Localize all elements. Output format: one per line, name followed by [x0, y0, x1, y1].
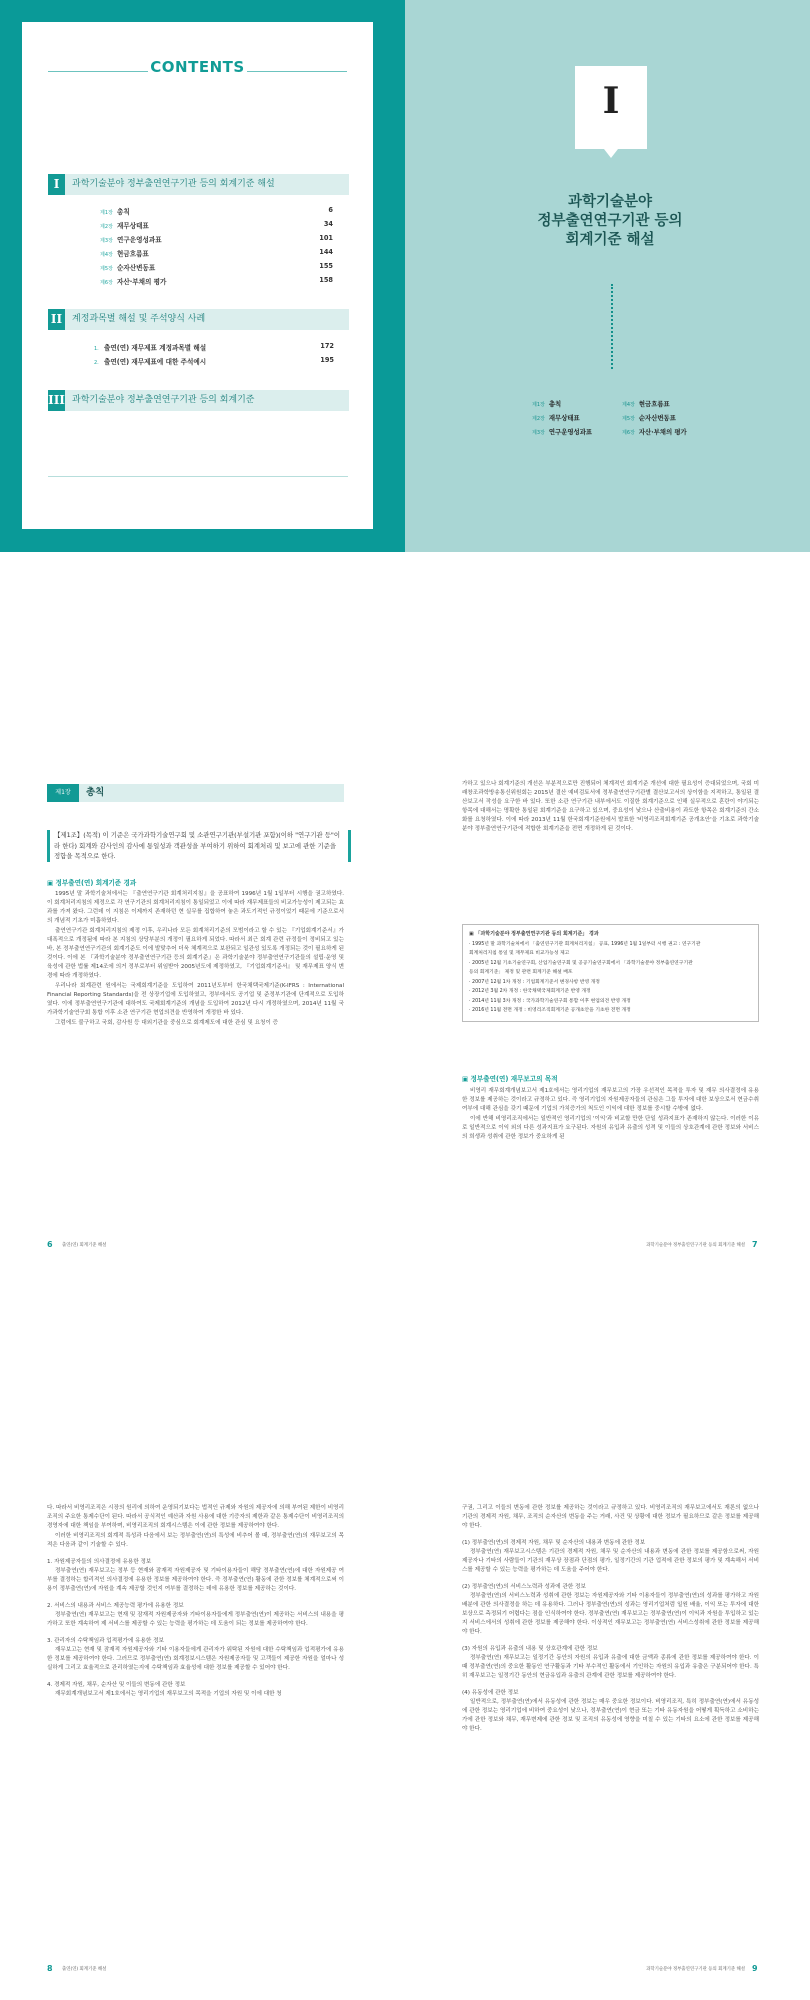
chapter-title: 순자산변동표: [638, 414, 676, 422]
part-3-numeral: III: [48, 390, 65, 411]
left-column: [47, 1504, 344, 1699]
cover-chapter-item[interactable]: [532, 413, 580, 422]
right-column: [462, 780, 759, 834]
numeral-box-pointer: [604, 149, 618, 158]
chapter-title: 총칙: [86, 787, 105, 798]
chapter-number: 제2장: [100, 224, 113, 230]
cover-chapter-item[interactable]: [532, 427, 592, 436]
history-line: · 1995년 말 과학기술처에서 「출연연구기관 회계처리지침」 공표, 1996년 1월 1일부터 시행 권고 : 연구기관: [469, 941, 701, 947]
paragraph: 다. 따라서 비영리조직은 시장의 원리에 의하여 운영되기보다는 법적인 규제와 자원의 제공자에 의해 부여된 제한이 비영리조직의 주요한 통제수단이 된다. 따라서 공식적인 예산과 자원 사용에 대한 기증자의 제한과 같은 통제수단이 비영리조직의 경영자에 대한 책임을 부여하며, 비영리조직의 회계시스템은 이에 관한 정보를 제공하여야 한다.: [47, 1505, 344, 1529]
part-3-title[interactable]: 과학기술분야 정부출연연구기관 등의 회계기준: [72, 395, 255, 405]
page-number: 34: [323, 220, 333, 228]
chapter-number-box: 제1장: [47, 784, 79, 802]
history-line: · 2014년 11월 3차 개정 : 국가과학기술연구회 통합 이후 현업의견 반영 개정: [469, 998, 631, 1004]
paragraph: 재무보고는 현재 및 잠재적 자원제공자와 기타 이용자들에게 관리자가 위탁된 자원에 대한 수탁책임과 업적평가에 유용한 정보를 제공하여야 한다. 그러므로 정부출연(연) 회계정보시스템은 자원제공자들 및 고객들이 제공한 자원을 얼마나 성실하게 그리고 효율적으로 관리하였는지에 수탁책임과 효율성에 대한 정보를 제공할 수 있어야 한다.: [47, 1647, 344, 1671]
part-2-title[interactable]: 계정과목별 해설 및 주석양식 사례: [72, 314, 206, 324]
cover-title-line-2: 정부출연연구기관 등의: [537, 213, 683, 229]
section-heading: ▣ 정부출연(연) 회계기준 경과: [47, 879, 137, 887]
history-box-title: ▣ 「과학기술분야 정부출연연구기관 등의 회계기준」 경과: [469, 931, 599, 937]
toc-entry[interactable]: [94, 356, 334, 368]
paragraph: 정부출연(연) 재무보고시스템은 기관의 경제적 자원, 채무 및 순자산의 내용과 변동에 관한 정보를 제공함으로써, 자원제공자나 기타의 사람들이 기관의 재무상 장점과 단점의 평가, 일정기간의 기관 업적에 관한 정보의 평가 및 계속해서 서비스를 제공할 수 있는 능력을 평가하는 데 도움을 주어야 한다.: [462, 1549, 759, 1573]
chapter-number: 제4장: [622, 402, 635, 408]
running-footer: 과학기술분야 정부출연연구기관 등의 회계기준 해설: [646, 1243, 745, 1248]
page-number: 172: [320, 342, 334, 350]
right-column-lower: [462, 1087, 759, 1142]
paragraph: 재무회계개념보고서 제1호에서는 영리기업의 재무보고의 목적을 기업의 자원 및 이에 대한 청: [55, 1691, 282, 1697]
section-number: 1.: [94, 346, 99, 352]
cover-title-line-3: 회계기준 해설: [565, 232, 655, 248]
history-line: · 2005년 12월 기초기술연구회, 산업기술연구회 및 공공기술연구회에서 「과학기술분야 정부출연연구기관: [469, 960, 693, 966]
history-line: · 2012년 3월 2차 개정 : 한국채택국제회계기준 반영 개정: [469, 989, 591, 994]
page-number: 155: [319, 262, 333, 270]
toc-entry[interactable]: [100, 220, 333, 232]
chapter-title: 순자산변동표: [117, 264, 156, 272]
paragraph: 이에 반해 비영리조직에서는 일반적인 영리기업의 '이익'과 비교할 만한 단일 성과지표가 존재하지 않는다. 이러한 이유로 일반적으로 이익 외의 다른 성과지표가 요구된다. 자원의 유입과 유출의 성격 및 이들의 상호관계에 관한 정보와 서비스의 희생과 성취에 관한 정보가 중요하게 된: [462, 1116, 759, 1140]
paragraph: 출연연구기관 회계처리지침의 제정 이후, 우리나라 모든 회계처리기준의 모범이라고 할 수 있는 『기업회계기준서』가 대폭적으로 개정됨에 따라 본 지침의 상당부분의 개정이 필요하게 되었다. 따라서 최근 회계 관련 규정들이 정비되고 있는바, 본 정부출연연구기관의 회계기준도 이에 발맞추어 더욱 체계적으로 보완되고 일관성 있도록 개정되는 것이 필요하게 된 것이다. 이에 본 『과학기술분야 정부출연연구기관 등의 회계기준』은 과학기술분야 정부출연연구기관들의 설립·운영 및 육성에 관한 법률 제14조에 의거 정부로부터 위임받아 2005년도에 제정하였고, 『기업회계기준서』 및 재무제표 양식 변경에 따라 개정하였다.: [47, 928, 344, 979]
history-box: [462, 924, 759, 1022]
chapter-title: 자산·부채의 평가: [638, 428, 687, 436]
left-column: [47, 890, 344, 1028]
part-2-numeral: II: [48, 309, 65, 330]
paragraph: 구권, 그리고 이들의 변동에 관한 정보를 제공하는 것이라고 규정하고 있다. 비영리조직의 재무보고에서도 재론의 없으나 기관의 경제적 자원, 채무, 조직의 순자산의 변동을 주는 거래, 사건 및 상황에 대한 정보가 필요하므로 같은 정보를 제공해야 한다.: [462, 1505, 759, 1529]
paragraph: 일반적으로, 정부출연(연)에서 유동성에 관한 정보는 매우 중요한 정보이다. 비영리조직, 특히 정부출연(연)에서 유동성에 관한 정보는 영리기업에 비하여 중요성이 낮으나, 정부출연(연)이 현금 또는 기타 유동자원을 어떻게 획득하고 소비하는가에 관한 정보와 채무, 재무변제에 관한 정보 및 조직의 유동성에 영향을 미칠 수 있는 기타의 요소에 관한 정보를 제공해야 한다.: [462, 1699, 759, 1732]
paragraph: 이러한 비영리조직의 회계적 특성과 다음에서 보는 정부출연(연)의 특성에 비추어 볼 때, 정부출연(연)의 재무보고의 목적은 다음과 같이 기술할 수 있다.: [47, 1533, 344, 1548]
paragraph: 정부출연(연) 재무보고는 현재 및 잠재적 자원제공자와 기타이용자들에게 정부출연(연)이 제공하는 서비스의 내용을 평가하고 또한 계속하여 제 서비스를 제공할 수 있는 능력을 평가하는 데 도움이 되는 정보를 제공하여야 한다.: [47, 1612, 344, 1627]
part-1-numeral: I: [48, 174, 65, 195]
item-heading: (3) 자원의 유입과 유출의 내용 및 상호관계에 관한 정보: [462, 1646, 598, 1652]
cover-chapter-item[interactable]: [532, 399, 561, 408]
section-heading: ▣ 정부출연(연) 재무보고의 목적: [462, 1075, 558, 1083]
cover-chapter-item[interactable]: [622, 399, 670, 408]
chapter-number: 제1장: [100, 210, 113, 216]
contents-page: [22, 22, 373, 529]
page-number: 144: [319, 248, 333, 256]
paragraph: 정부출연(연) 재무보고는 정부 등 현재와 잠재적 자원제공자 및 기타이용자들이 해당 정부출연(연)에 대한 자원제공 여부를 결정하는 합리적인 의사결정에 유용한 정보를 제공하여야 한다. 즉 정부출연(연) 활동에 관한 정보를 체계적으로써 이용이 정부출연(연)에 자원을 계속 제공할 것인지 여부를 결정하는 데에 유용한 정보를 제공하는 것이다.: [47, 1568, 344, 1592]
paragraph: 가하고 있으나 회계기준의 개선은 부분적으로만 진행되어 체계적인 회계기준 개선에 대한 필요성이 증대되었으며, 국회 미래창조과학방송통신위원회는 2015년 결산 예비검토서에 정부출연연구기관별 결산보고서의 상이함을 지적하고, 통일된 결산보고서 작성을 요구한 바 있다. 또한 소관 연구기관 내부에서도 이질한 회계기준으로 인해 실무적으로 혼란이 야기되는 항목에 대해서는 명확한 통일된 회계기준을 요구하고 있으며, 중요성이 낮으나 산출비용이 과도한 항목은 회계기준의 간소화를 요청하였다. 이에 따라 2013년 11월 한국회계기준원에서 발표한 '비영리조직회계기준 공개초안'을 기초로 과학기술분야 정부출연연구기관에 적합한 회계기준을 전면 개정하게 된 것이다.: [462, 781, 759, 832]
chapter-numeral-box: [575, 66, 647, 149]
paragraph: 정부출연(연)의 서비스노력과 성취에 관한 정보는 자원제공자와 기타 이용자들이 정부출연(연)의 성과를 평가하고 자원배분에 관한 의사결정을 하는 데 유용하다. 그러나 정부출연(연)의 성과는 영리기업처럼 일원 배율, 이익 또는 투자에 대한 보상으로 측정되기 어렵다는 점을 인식하여야 한다. 정부출연(연) 재무보고는 정부출연(연)이 이익과 자원을 투입하고 있는지 서비스에서의 성취에 관한 정보를 제공해야 한다. 이상적인 재무보고는 정부출연(연) 서비스성취에 관한 정보를 제공해야 한다.: [462, 1593, 759, 1635]
history-line: · 2007년 12월 1차 개정 : 기업회계기준서 변경사항 반영 개정: [469, 979, 600, 985]
toc-entry[interactable]: [100, 206, 333, 218]
paragraph: 1995년 말 과학기술처에서는 『출연연구기관 회계처리지침』을 공표하여 1996년 1월 1일부터 시행을 권고하였다. 이 회계처리지침의 제정으로 각 연구기관의 회계처리지침이 통일되었고 이에 따라 재무제표들의 비교가능성이 제고되는 효과를 가져 왔다. 그런데 이 지침은 이제까지 존재하던 현 실무를 집합하여 놓은 과도기적인 규정이었기 때문에 기준으로서의 개념적 기초가 미흡하였다.: [47, 891, 344, 924]
chapter-number: 제1장: [532, 402, 545, 408]
chapter-number: 제6장: [622, 430, 635, 436]
chapter-number: 제3장: [532, 430, 545, 436]
chapter-number: 제4장: [100, 252, 113, 258]
section-title: 출연(연) 재무제표에 대한 주석예시: [104, 358, 207, 366]
chapter-number: 제6장: [100, 280, 113, 286]
chapter-title: 총칙: [548, 400, 562, 408]
chapter-title: 총칙: [117, 208, 130, 216]
chapter-title: 연구운영성과표: [117, 236, 162, 244]
chapter-number: 제5장: [100, 266, 113, 272]
chapter-number: 제3장: [100, 238, 113, 244]
item-heading: (4) 유동성에 관한 정보: [462, 1690, 519, 1696]
page-number: 6: [328, 206, 333, 214]
item-heading: 1. 자원제공자들의 의사결정에 유용한 정보: [47, 1559, 152, 1565]
contents-title: CONTENTS: [150, 58, 245, 76]
item-heading: 4. 경제적 자원, 채무, 순자산 및 이들의 변동에 관한 정보: [47, 1682, 186, 1688]
part-1-title[interactable]: 과학기술분야 정부출연연구기관 등의 회계기준 해설: [72, 179, 275, 189]
right-column: [462, 1504, 759, 1734]
chapter-title: 연구운영성과표: [548, 428, 593, 436]
toc-entry[interactable]: [100, 262, 333, 274]
toc-entry[interactable]: [94, 342, 334, 354]
page-number: 195: [320, 356, 334, 364]
page-number: 6: [47, 1240, 53, 1249]
history-line: · 2016년 11월 전면 개정 : 비영리조직회계기준 공개초안을 기초한 전면 개정: [469, 1008, 631, 1013]
history-line: 등의 회계기준」 제정 및 관련 회계기준 해설 배포: [469, 970, 573, 975]
article-1-box: 【제1조】(목적) 이 기준은 국가과학기술연구회 및 소관연구기관(부설기관 포함)(이하 "연구기관 등"이라 한다) 회계와 감사인의 감사에 통일성과 객관성을 부여하기 위하여 회계처리 및 보고에 관한 기준을 정함을 목적으로 한다.: [47, 830, 351, 862]
item-heading: (1) 정부출연(연)의 경제적 자원, 채무 및 순자산의 내용과 변동에 관한 정보: [462, 1540, 646, 1546]
running-footer: 출연(연) 회계기준 해설: [62, 1243, 107, 1248]
toc-entry[interactable]: [100, 276, 333, 288]
contents-spread: [0, 0, 810, 552]
toc-entry[interactable]: [100, 234, 333, 246]
chapter-number: 제5장: [622, 416, 635, 422]
cover-title-line-1: 과학기술분야: [567, 194, 653, 210]
page-number: 101: [319, 234, 333, 242]
section-number: 2.: [94, 360, 99, 366]
cover-chapter-item[interactable]: [622, 413, 676, 422]
chapter-title: 재무상태표: [548, 414, 580, 422]
chapter-title-bar: [79, 784, 344, 802]
dotted-divider: [611, 284, 613, 369]
chapter-number: 제2장: [532, 416, 545, 422]
cover-chapter-item[interactable]: [622, 427, 687, 436]
page-number: 9: [752, 1964, 758, 1973]
page-number: 7: [752, 1240, 758, 1249]
chapter-title: 재무상태표: [117, 222, 149, 230]
paragraph: 정부출연(연) 재무보고는 일정기간 동안의 자원의 유입과 유출에 대한 금액과 종류에 관한 정보를 제공하여야 한다. 이때 정부출연(연)의 중요한 활동인 연구활동과 기타 부수적인 활동에서 기인하는 자원의 유입과 유출은 구분되어야 한다. 특히 재무보고는 일정기간 동안의 현금유입과 유출의 관계에 관한 정보를 제공하여야 한다.: [462, 1655, 759, 1679]
history-line: 회계처리지침 통일 및 재무제표 비교가능성 제고: [469, 951, 570, 956]
page-number: 8: [47, 1964, 53, 1973]
page-number: 158: [319, 276, 333, 284]
chapter-title: 현금흐름표: [638, 400, 670, 408]
chapter-numeral: I: [602, 80, 620, 122]
paragraph: 우리나라 회계관련 원에서는 국제회계기준을 도입하여 2011년도부터 한국채택국제기준(K-IFRS : International Financial Reporting Standards)을 전 상장기업에 도입하였고, 정부에서도 공기업 및 준정부기관에 단계적으로 도입하였다. 이에 정부출연연구기관에 대하여도 국제회계기준의 개념을 도입하여 2012년 다시 개정하였으며, 2014년 11월 국가과학기술연구회 통합 이후 소관 연구기관 현업의견을 반영하여 개정한 바 있다.: [47, 983, 344, 1016]
item-heading: 3. 관리자의 수탁책임과 업적평가에 유용한 정보: [47, 1638, 164, 1644]
paragraph: 비영리 재무회계개념보고서 제1호에서는 영리기업의 재무보고의 가장 우선적인 목적을 투자 및 재무 의사결정에 유용한 정보를 제공하는 것이라고 규정하고 있다. 즉 영리기업의 자원제공자들의 관심은 그들 투자에 대한 보상으로서 현금수취 여부에 대해 관심을 갖기 때문에 기업의 가치증가의 척도인 이익에 대한 정보를 중시할 수밖에 없다.: [462, 1088, 759, 1112]
item-heading: 2. 서비스의 내용과 서비스 제공능력 평가에 유용한 정보: [47, 1603, 184, 1609]
contents-bottom-rule: [48, 476, 348, 477]
item-heading: (2) 정부출연(연)의 서비스노력과 성과에 관한 정보: [462, 1584, 586, 1590]
chapter-title: 현금흐름표: [117, 250, 149, 258]
paragraph: 그럼에도 불구하고 국회, 감사원 등 대외기관을 중심으로 회계제도에 대한 관심 및 요청이 증: [55, 1020, 279, 1026]
toc-entry[interactable]: [100, 248, 333, 260]
running-footer: 출연(연) 회계기준 해설: [62, 1967, 107, 1972]
chapter-title: 자산·부채의 평가: [117, 278, 167, 286]
section-title: 출연(연) 재무제표 계정과목별 해설: [104, 344, 207, 352]
running-footer: 과학기술분야 정부출연연구기관 등의 회계기준 해설: [646, 1967, 745, 1972]
